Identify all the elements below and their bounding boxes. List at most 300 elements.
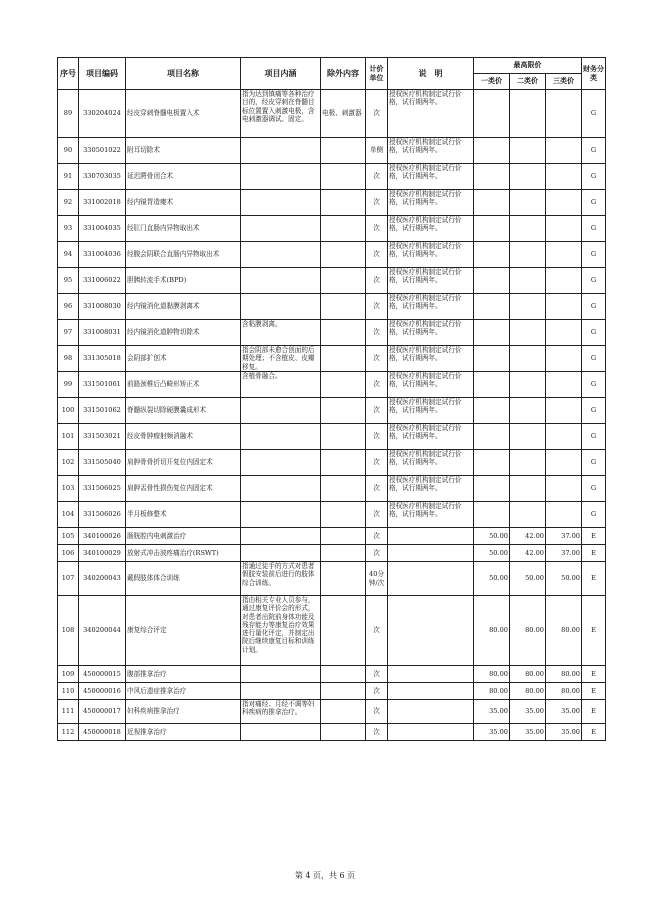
cell-content [241, 190, 321, 216]
cell-class3-price [546, 294, 582, 320]
cell-code: 331008031 [79, 320, 126, 346]
cell-unit: 次 [366, 596, 388, 666]
cell-unit: 次 [366, 346, 388, 372]
cell-code: 330703035 [79, 164, 126, 190]
cell-unit: 次 [366, 320, 388, 346]
cell-unit: 次 [366, 700, 388, 724]
cell-excluded [321, 528, 366, 545]
cell-unit: 单侧 [366, 138, 388, 164]
cell-note: 授权医疗机构制定试行价格，试行期两年。 [388, 90, 474, 138]
cell-excluded [321, 398, 366, 424]
cell-code: 450000018 [79, 724, 126, 741]
cell-class3-price: 50.00 [546, 562, 582, 596]
cell-class2-price: 80.00 [510, 683, 546, 700]
cell-name: 附耳切除术 [126, 138, 241, 164]
cell-excluded [321, 138, 366, 164]
cell-unit: 次 [366, 294, 388, 320]
cell-class1-price [474, 138, 510, 164]
table-row [58, 502, 606, 528]
cell-content [241, 398, 321, 424]
cell-class1-price [474, 502, 510, 528]
cell-unit: 次 [366, 190, 388, 216]
cell-name: 半月板修整术 [126, 502, 241, 528]
cell-class3-price [546, 190, 582, 216]
cell-class1-price [474, 346, 510, 372]
cell-seq: 112 [58, 724, 79, 741]
cell-class3-price [546, 398, 582, 424]
cell-note: 授权医疗机构制定试行价格，试行期两年。 [388, 372, 474, 398]
cell-seq: 102 [58, 450, 79, 476]
cell-seq: 91 [58, 164, 79, 190]
cell-unit: 次 [366, 502, 388, 528]
cell-class2-price [510, 398, 546, 424]
cell-content: 指由相关专业人员参与，通过康复评价会的形式，对患者出院前身体功能及残存能力等康复治疗效果进行量化评定，并制定出院后继续康复目标和训练计划。 [241, 596, 321, 666]
cell-excluded [321, 216, 366, 242]
cell-class2-price: 42.00 [510, 528, 546, 545]
cell-name: 经肛门直肠内异物取出术 [126, 216, 241, 242]
cell-code: 330501022 [79, 138, 126, 164]
cell-note [388, 545, 474, 562]
table-row [58, 216, 606, 242]
cell-finance-category: E [582, 596, 606, 666]
cell-note: 授权医疗机构制定试行价格，试行期两年。 [388, 294, 474, 320]
cell-name: 康复综合评定 [126, 596, 241, 666]
cell-unit: 次 [366, 164, 388, 190]
cell-note [388, 683, 474, 700]
cell-excluded [321, 320, 366, 346]
cell-note: 授权医疗机构制定试行价格，试行期两年。 [388, 346, 474, 372]
cell-finance-category: G [582, 450, 606, 476]
cell-note: 授权医疗机构制定试行价格，试行期两年。 [388, 242, 474, 268]
cell-unit: 次 [366, 724, 388, 741]
cell-class2-price [510, 216, 546, 242]
cell-code: 331006022 [79, 268, 126, 294]
cell-class3-price [546, 476, 582, 502]
cell-class2-price [510, 190, 546, 216]
table-row [58, 138, 606, 164]
cell-seq: 109 [58, 666, 79, 683]
cell-seq: 101 [58, 424, 79, 450]
cell-class1-price [474, 398, 510, 424]
cell-code: 331506026 [79, 502, 126, 528]
cell-seq: 97 [58, 320, 79, 346]
table-row [58, 528, 606, 545]
cell-finance-category: E [582, 724, 606, 741]
cell-name: 延迟腭骨闭合术 [126, 164, 241, 190]
cell-excluded [321, 294, 366, 320]
cell-class3-price: 35.00 [546, 724, 582, 741]
cell-class1-price [474, 268, 510, 294]
cell-name: 经内镜消化道黏膜剥离术 [126, 294, 241, 320]
header-content: 项目内涵 [241, 58, 321, 90]
cell-unit: 次 [366, 242, 388, 268]
cell-name: 经内镜消化道肿物切除术 [126, 320, 241, 346]
cell-seq: 95 [58, 268, 79, 294]
cell-class1-price [474, 320, 510, 346]
cell-class2-price: 80.00 [510, 666, 546, 683]
cell-name: 肩胛盂骨性损伤复位内固定术 [126, 476, 241, 502]
cell-name: 经皮穿刺脊髓电极置入术 [126, 90, 241, 138]
cell-unit: 次 [366, 90, 388, 138]
cell-class3-price: 37.00 [546, 545, 582, 562]
cell-name: 经皮骨肿瘤射频消融术 [126, 424, 241, 450]
cell-unit: 次 [366, 683, 388, 700]
page-footer: 第 4 页，共 6 页 [294, 871, 356, 880]
cell-class2-price [510, 242, 546, 268]
table-row [58, 700, 606, 724]
cell-content [241, 164, 321, 190]
cell-class1-price: 35.00 [474, 700, 510, 724]
cell-content: 指通过徒手的方式对患者假肢安装前后进行的肢体综合训练。 [241, 562, 321, 596]
header-seq: 序号 [58, 58, 79, 90]
cell-seq: 98 [58, 346, 79, 372]
cell-finance-category: G [582, 90, 606, 138]
cell-content [241, 242, 321, 268]
cell-name: 近视推拿治疗 [126, 724, 241, 741]
cell-class1-price [474, 90, 510, 138]
cell-class1-price [474, 450, 510, 476]
cell-class1-price [474, 164, 510, 190]
cell-seq: 104 [58, 502, 79, 528]
cell-class3-price [546, 164, 582, 190]
cell-excluded [321, 424, 366, 450]
cell-class2-price [510, 294, 546, 320]
cell-finance-category: G [582, 320, 606, 346]
cell-unit: 次 [366, 424, 388, 450]
cell-class1-price: 80.00 [474, 596, 510, 666]
cell-finance-category: G [582, 346, 606, 372]
cell-content: 指为达到镇痛等各种治疗目的，经皮穿刺在脊髓目标位置置入刺激电极，含电刺激器调试、固定。 [241, 90, 321, 138]
cell-class2-price [510, 90, 546, 138]
header-unit: 计价单位 [366, 58, 388, 90]
cell-class2-price: 35.00 [510, 724, 546, 741]
cell-class1-price [474, 216, 510, 242]
cell-class3-price [546, 268, 582, 294]
header-class1: 一类价 [474, 74, 510, 90]
cell-class2-price [510, 372, 546, 398]
cell-excluded [321, 724, 366, 741]
cell-note [388, 724, 474, 741]
cell-class3-price [546, 424, 582, 450]
cell-class1-price: 80.00 [474, 666, 510, 683]
cell-class2-price [510, 450, 546, 476]
cell-code: 331505040 [79, 450, 126, 476]
cell-seq: 100 [58, 398, 79, 424]
cell-finance-category: G [582, 294, 606, 320]
cell-unit: 次 [366, 666, 388, 683]
cell-class1-price [474, 372, 510, 398]
cell-code: 340200044 [79, 596, 126, 666]
cell-class3-price [546, 216, 582, 242]
cell-seq: 93 [58, 216, 79, 242]
cell-content [241, 450, 321, 476]
cell-class3-price [546, 320, 582, 346]
cell-name: 会阴部扩创术 [126, 346, 241, 372]
cell-code: 450000016 [79, 683, 126, 700]
cell-excluded [321, 683, 366, 700]
cell-unit: 次 [366, 528, 388, 545]
cell-excluded [321, 268, 366, 294]
cell-content [241, 476, 321, 502]
cell-finance-category: G [582, 190, 606, 216]
table-row [58, 164, 606, 190]
cell-note: 授权医疗机构制定试行价格，试行期两年。 [388, 216, 474, 242]
cell-class2-price: 42.00 [510, 545, 546, 562]
table-row [58, 372, 606, 398]
cell-code: 340100026 [79, 528, 126, 545]
cell-content [241, 666, 321, 683]
cell-finance-category: G [582, 242, 606, 268]
table-row [58, 268, 606, 294]
cell-content [241, 502, 321, 528]
table-row [58, 424, 606, 450]
cell-class1-price [474, 294, 510, 320]
header-class3: 三类价 [546, 74, 582, 90]
cell-class1-price: 50.00 [474, 562, 510, 596]
cell-excluded [321, 562, 366, 596]
cell-excluded [321, 476, 366, 502]
cell-code: 331501061 [79, 372, 126, 398]
cell-seq: 99 [58, 372, 79, 398]
cell-note: 授权医疗机构制定试行价格，试行期两年。 [388, 424, 474, 450]
cell-unit: 40分钟/次 [366, 562, 388, 596]
cell-class2-price [510, 164, 546, 190]
cell-name: 胆胰转流手术(BPD) [126, 268, 241, 294]
cell-class1-price [474, 424, 510, 450]
cell-class2-price [510, 476, 546, 502]
cell-class2-price [510, 138, 546, 164]
cell-seq: 103 [58, 476, 79, 502]
cell-note [388, 528, 474, 545]
cell-finance-category: E [582, 683, 606, 700]
cell-class3-price: 37.00 [546, 528, 582, 545]
header-max-price: 最高限价 [474, 58, 582, 74]
cell-seq: 92 [58, 190, 79, 216]
cell-class2-price: 50.00 [510, 562, 546, 596]
cell-excluded [321, 700, 366, 724]
cell-unit: 次 [366, 450, 388, 476]
cell-name: 妇科疾病推拿治疗 [126, 700, 241, 724]
cell-excluded [321, 242, 366, 268]
cell-unit: 次 [366, 268, 388, 294]
cell-seq: 90 [58, 138, 79, 164]
cell-name: 经内镜胃造瘘术 [126, 190, 241, 216]
cell-note: 授权医疗机构制定试行价格，试行期两年。 [388, 268, 474, 294]
cell-seq: 111 [58, 700, 79, 724]
cell-finance-category: G [582, 476, 606, 502]
cell-class1-price: 50.00 [474, 545, 510, 562]
cell-note: 授权医疗机构制定试行价格，试行期两年。 [388, 190, 474, 216]
cell-code: 331305018 [79, 346, 126, 372]
cell-class2-price [510, 346, 546, 372]
table-row [58, 562, 606, 596]
cell-excluded [321, 502, 366, 528]
table-row [58, 242, 606, 268]
table-row [58, 596, 606, 666]
cell-class3-price [546, 138, 582, 164]
cell-note: 授权医疗机构制定试行价格，试行期两年。 [388, 138, 474, 164]
cell-finance-category: G [582, 424, 606, 450]
cell-code: 331503021 [79, 424, 126, 450]
cell-note: 授权医疗机构制定试行价格，试行期两年。 [388, 164, 474, 190]
cell-excluded: 电极、刺激器 [321, 90, 366, 138]
cell-class1-price: 80.00 [474, 683, 510, 700]
table-row [58, 450, 606, 476]
cell-seq: 108 [58, 596, 79, 666]
header-name: 项目名称 [126, 58, 241, 90]
cell-class2-price: 80.00 [510, 596, 546, 666]
cell-content [241, 216, 321, 242]
cell-seq: 89 [58, 90, 79, 138]
cell-content: 指会阴部未愈合创面的后期处理；不含植皮、皮瓣移复。 [241, 346, 321, 372]
cell-excluded [321, 666, 366, 683]
cell-excluded [321, 346, 366, 372]
cell-code: 330204024 [79, 90, 126, 138]
cell-name: 肠胱腔内电刺激治疗 [126, 528, 241, 545]
cell-class3-price [546, 90, 582, 138]
cell-finance-category: E [582, 666, 606, 683]
cell-finance-category: G [582, 164, 606, 190]
cell-content [241, 724, 321, 741]
cell-name: 脊髓纵裂切除硬膜囊成形术 [126, 398, 241, 424]
cell-note [388, 562, 474, 596]
cell-code: 450000017 [79, 700, 126, 724]
cell-code: 450000015 [79, 666, 126, 683]
cell-finance-category: G [582, 268, 606, 294]
cell-class3-price [546, 372, 582, 398]
cell-note: 授权医疗机构制定试行价格，试行期两年。 [388, 398, 474, 424]
cell-class3-price: 80.00 [546, 666, 582, 683]
cell-finance-category: G [582, 398, 606, 424]
table-body [58, 90, 606, 741]
cell-class3-price [546, 450, 582, 476]
cell-code: 331004036 [79, 242, 126, 268]
cell-unit: 次 [366, 398, 388, 424]
table-row [58, 90, 606, 138]
cell-class1-price: 35.00 [474, 724, 510, 741]
cell-class3-price: 35.00 [546, 700, 582, 724]
table-row [58, 320, 606, 346]
cell-class2-price [510, 320, 546, 346]
cell-class1-price [474, 476, 510, 502]
cell-class2-price: 35.00 [510, 700, 546, 724]
cell-unit: 次 [366, 372, 388, 398]
cell-note: 授权医疗机构制定试行价格，试行期两年。 [388, 320, 474, 346]
cell-content [241, 528, 321, 545]
cell-excluded [321, 190, 366, 216]
cell-content [241, 424, 321, 450]
table-row [58, 683, 606, 700]
cell-name: 前路颈椎后凸畸形矫正术 [126, 372, 241, 398]
cell-content [241, 138, 321, 164]
cell-class3-price [546, 502, 582, 528]
cell-unit: 次 [366, 476, 388, 502]
cell-note: 授权医疗机构制定试行价格，试行期两年。 [388, 476, 474, 502]
cell-content [241, 268, 321, 294]
header-finance: 财务分类 [582, 58, 606, 90]
pricing-table [57, 57, 606, 741]
cell-code: 331002018 [79, 190, 126, 216]
cell-excluded [321, 596, 366, 666]
cell-seq: 105 [58, 528, 79, 545]
cell-content: 指对痛经、月经不调等妇科疾病的推拿治疗。 [241, 700, 321, 724]
cell-finance-category: E [582, 528, 606, 545]
table-row [58, 545, 606, 562]
table-row [58, 346, 606, 372]
cell-seq: 94 [58, 242, 79, 268]
cell-class2-price [510, 424, 546, 450]
cell-code: 331008030 [79, 294, 126, 320]
cell-finance-category: G [582, 502, 606, 528]
header-excluded: 除外内容 [321, 58, 366, 90]
cell-content [241, 294, 321, 320]
table-row [58, 666, 606, 683]
table-row [58, 398, 606, 424]
cell-seq: 106 [58, 545, 79, 562]
cell-code: 331004035 [79, 216, 126, 242]
header-note: 说 明 [388, 58, 474, 90]
header-code: 项目编码 [79, 58, 126, 90]
cell-excluded [321, 545, 366, 562]
cell-class2-price [510, 268, 546, 294]
cell-content [241, 545, 321, 562]
cell-content: 含植骨融合。 [241, 372, 321, 398]
cell-code: 331501062 [79, 398, 126, 424]
cell-code: 340200043 [79, 562, 126, 596]
cell-name: 腹部推拿治疗 [126, 666, 241, 683]
cell-class2-price [510, 502, 546, 528]
cell-name: 放射式冲击波疼痛治疗(RSWT) [126, 545, 241, 562]
cell-finance-category: E [582, 700, 606, 724]
cell-class3-price: 80.00 [546, 596, 582, 666]
table-row [58, 294, 606, 320]
cell-finance-category: G [582, 372, 606, 398]
cell-class1-price [474, 190, 510, 216]
cell-excluded [321, 372, 366, 398]
cell-finance-category: E [582, 545, 606, 562]
cell-name: 肩胛骨骨折切开复位内固定术 [126, 450, 241, 476]
cell-note [388, 700, 474, 724]
cell-note [388, 666, 474, 683]
cell-excluded [321, 450, 366, 476]
cell-note [388, 596, 474, 666]
cell-content: 含粘膜剥离。 [241, 320, 321, 346]
cell-class3-price: 80.00 [546, 683, 582, 700]
cell-class3-price [546, 242, 582, 268]
cell-class1-price [474, 242, 510, 268]
cell-unit: 次 [366, 545, 388, 562]
cell-seq: 107 [58, 562, 79, 596]
cell-note: 授权医疗机构制定试行价格，试行期两年。 [388, 450, 474, 476]
cell-class1-price: 50.00 [474, 528, 510, 545]
table-row [58, 190, 606, 216]
table-row [58, 724, 606, 741]
cell-code: 340100029 [79, 545, 126, 562]
cell-seq: 110 [58, 683, 79, 700]
cell-class3-price [546, 346, 582, 372]
cell-note: 授权医疗机构制定试行价格，试行期两年。 [388, 502, 474, 528]
cell-unit: 次 [366, 216, 388, 242]
cell-excluded [321, 164, 366, 190]
cell-seq: 96 [58, 294, 79, 320]
cell-code: 331506025 [79, 476, 126, 502]
cell-content [241, 683, 321, 700]
cell-name: 戴假肢体体合训练 [126, 562, 241, 596]
table-row [58, 476, 606, 502]
header-class2: 二类价 [510, 74, 546, 90]
cell-finance-category: E [582, 562, 606, 596]
cell-name: 中风后遗症推拿治疗 [126, 683, 241, 700]
